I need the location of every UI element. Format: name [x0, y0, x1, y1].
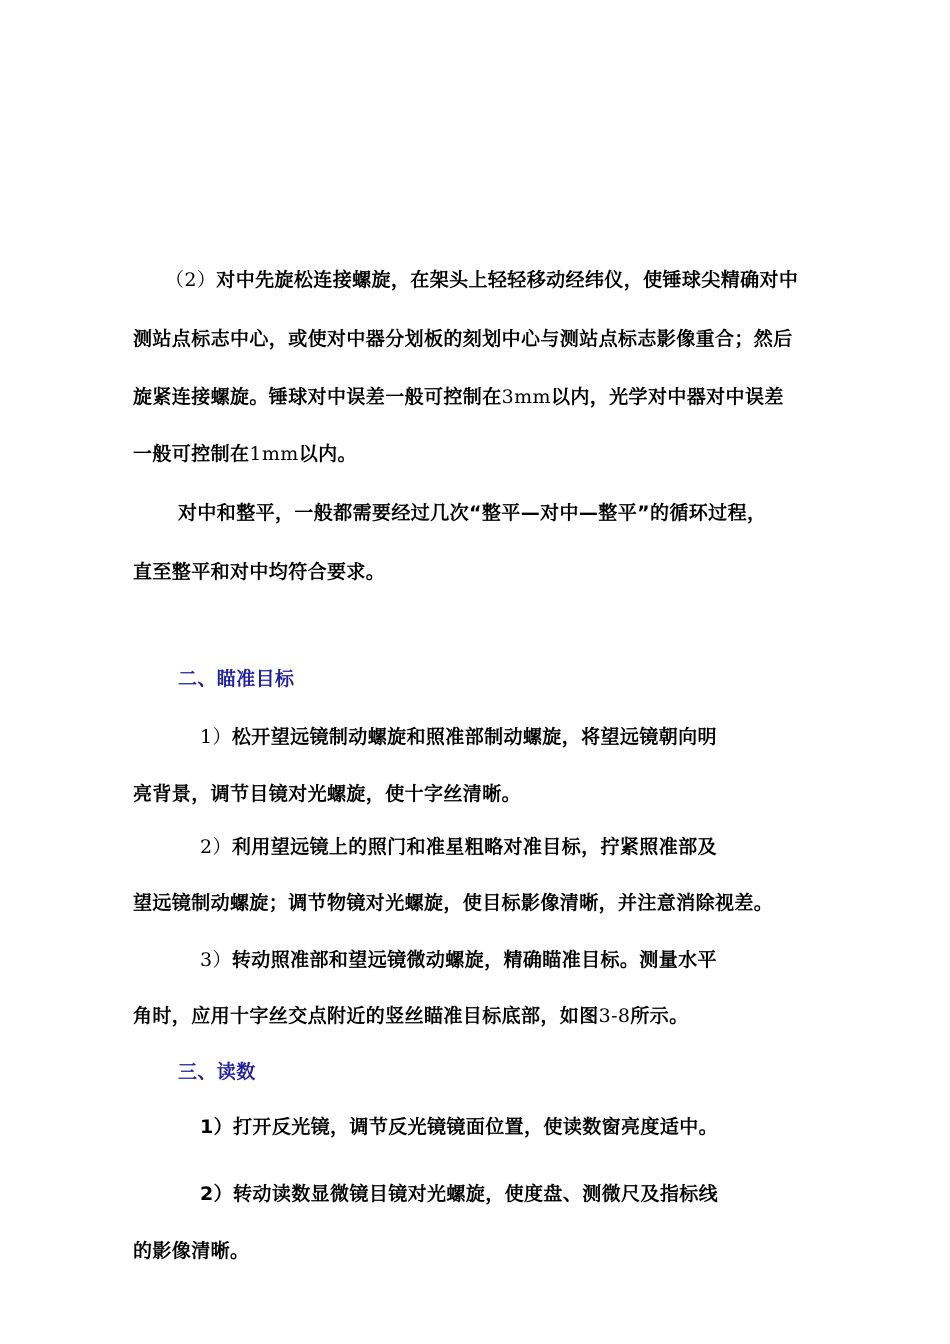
- text-run: 转动照准部和望远镜微动螺旋，精确瞄准目标。测量水平: [231, 949, 717, 971]
- figure-reference: 3-8: [598, 1005, 631, 1027]
- paragraph-line: [165, 267, 798, 293]
- item-number: 2）: [200, 836, 232, 858]
- paragraph-line: 对中和整平，一般都需要经过几次“整平—对中—整平”的循环过程，: [178, 502, 767, 524]
- paragraph-line: 2）转动读数显微镜目镜对光螺旋，使度盘、测微尺及指标线: [200, 1183, 719, 1205]
- measurement-value: 1mm: [249, 443, 299, 465]
- measurement-value: 3mm: [501, 386, 551, 408]
- paragraph-line: 1）打开反光镜，调节反光镜镜面位置，使读数窗亮度适中。: [200, 1116, 719, 1138]
- text-run: 松开望远镜制动螺旋和照准部制动螺旋，将望远镜朝向明: [231, 726, 717, 748]
- paragraph-line: [133, 1003, 689, 1029]
- text-run: 所示。: [630, 1005, 689, 1027]
- text-run: 旋紧连接螺旋。锤球对中误差一般可控制在: [133, 386, 502, 408]
- item-number: （2）: [165, 269, 217, 291]
- paragraph-line: 直至整平和对中均符合要求。: [133, 561, 386, 583]
- text-run: 利用望远镜上的照门和准星粗略对准目标，拧紧照准部及: [231, 836, 717, 858]
- text-run: 对中先旋松连接螺旋，在架头上轻轻移动经纬仪，使锤球尖精确对中: [216, 269, 799, 291]
- paragraph-line: 亮背景，调节目镜对光螺旋，使十字丝清晰。: [133, 783, 522, 805]
- paragraph-line: 望远镜制动螺旋；调节物镜对光螺旋，使目标影像清晰，并注意消除视差。: [133, 892, 774, 914]
- text-run: 角时，应用十字丝交点附近的竖丝瞄准目标底部，如图: [133, 1005, 599, 1027]
- section-heading-reading: 三、读数: [178, 1061, 256, 1083]
- item-number: 1）: [200, 726, 232, 748]
- text-run: 一般可控制在: [133, 443, 250, 465]
- section-heading-aim: 二、瞄准目标: [178, 668, 295, 690]
- paragraph-line: 的影像清晰。: [133, 1240, 250, 1262]
- paragraph-line: [200, 947, 717, 973]
- text-run: 以内，光学对中器对中误差: [550, 386, 784, 408]
- text-run: 以内。: [298, 443, 357, 465]
- paragraph-line: [200, 834, 717, 860]
- item-number: 3）: [200, 949, 232, 971]
- paragraph-line: [133, 384, 784, 410]
- paragraph-line: 测站点标志中心，或使对中器分划板的刻划中心与测站点标志影像重合；然后: [133, 328, 793, 350]
- paragraph-line: [200, 724, 717, 750]
- paragraph-line: [133, 441, 357, 467]
